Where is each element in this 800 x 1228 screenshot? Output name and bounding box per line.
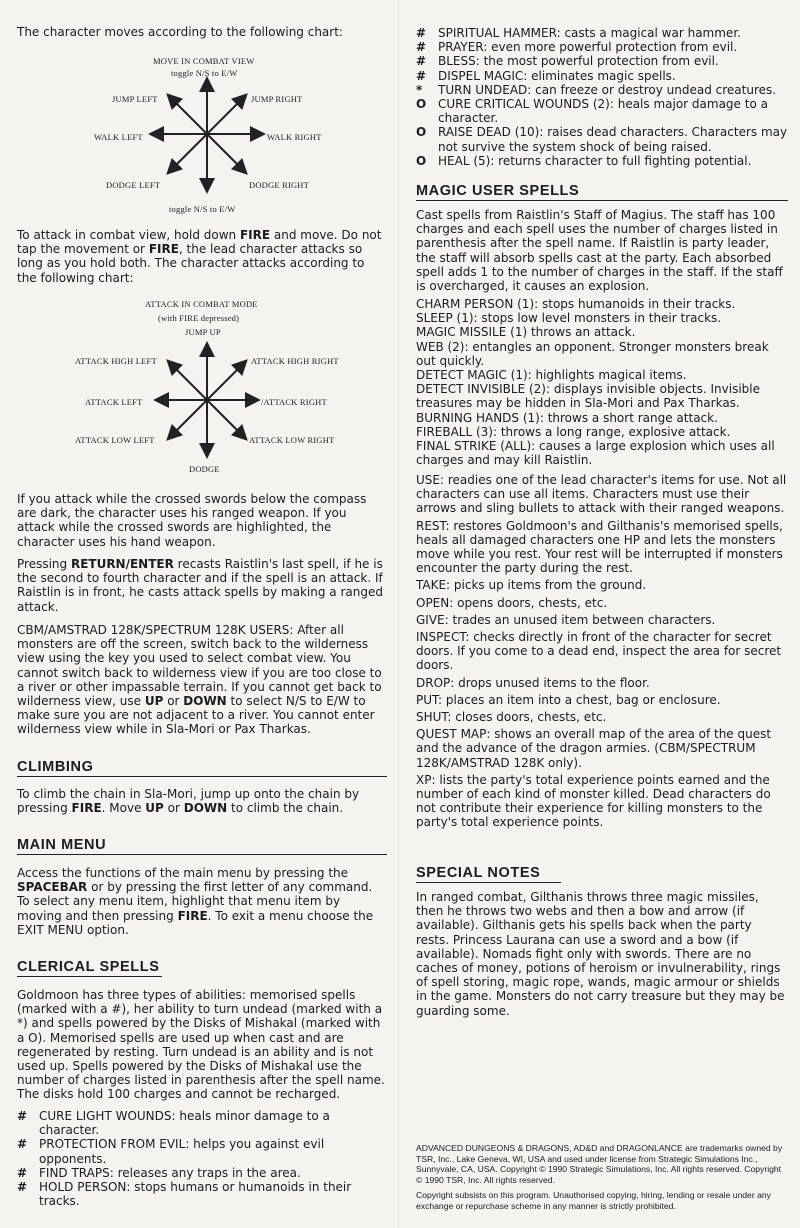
move-label-top: MOVE IN COMBAT VIEW: [153, 56, 255, 66]
main-menu-text: Access the functions of the main menu by pressing the SPACEBAR or by pressing the first letter of any command. To select any menu item, highlight that menu item by moving and then pressing FIRE. To exit a menu choose the EXIT MENU option.: [17, 866, 374, 937]
attack-label-high-right: ATTACK HIGH RIGHT: [251, 356, 339, 366]
magic-list: [416, 297, 788, 467]
attack-intro: To attack in combat view, hold down FIRE and move. Do not tap the movement or FIRE, the lead character attacks so long as you hold both. The character attacks according to the following chart:: [17, 228, 382, 285]
movement-intro: The character moves according to the following chart:: [17, 25, 343, 39]
list-item: WEB (2): entangles an opponent. Stronger monsters break out quickly.: [416, 339, 769, 368]
attack-label-jump-up: JUMP UP: [185, 327, 221, 337]
list-item: DROP: drops unused items to the floor.: [416, 675, 650, 690]
attack-label-right: /ATTACK RIGHT: [261, 397, 327, 407]
list-item: INSPECT: checks directly in front of the character for secret doors. If you come to a dead end, inspect the area for secret doors.: [416, 630, 782, 673]
legal-copyright: Copyright subsists on this program. Unauthorised copying, hiring, lending or resale under any exchange or repurchase scheme in any manner is strictly prohibited.: [416, 1190, 771, 1211]
list-item: O HEAL (5): returns character to full fighting potential.: [416, 153, 752, 168]
heading-special-notes: SPECIAL NOTES: [416, 866, 561, 883]
heading-magic-user-spells: MAGIC USER SPELLS: [416, 184, 788, 201]
list-item: * TURN UNDEAD: can freeze or destroy undead creatures.: [416, 82, 777, 97]
list-item: # CURE LIGHT WOUNDS: heals minor damage to a character.: [17, 1109, 330, 1138]
movement-chart: [57, 50, 357, 218]
move-label-toggle: toggle N/S to E/W: [171, 68, 238, 78]
list-item: # FIND TRAPS: releases any traps in the area.: [17, 1165, 301, 1180]
list-item: PUT: places an item into a chest, bag or enclosure.: [416, 692, 721, 707]
clerical-list-left: [17, 1109, 387, 1208]
list-item: XP: lists the party's total experience points earned and the number of each kind of monster killed. Dead characters do not contribute their experience for killing monsters to the party's total experience points.: [416, 772, 771, 830]
list-item: DETECT MAGIC (1): highlights magical items.: [416, 368, 687, 383]
list-item: # BLESS: the most powerful protection from evil.: [416, 54, 719, 69]
cbm-users-text: CBM/AMSTRAD 128K/SPECTRUM 128K USERS: After all monsters are off the screen, switch back to the wilderness view using the key you used to select combat view. You cannot switch back to wilderness view if you are too close to a river or other impassable terrain. If you cannot get back to wilderness view, use UP or DOWN to select N/S to E/W to make sure you are not adjacent to a river. You cannot enter wilderness view while in Sla-Mori or Pax Tharkas.: [17, 623, 382, 737]
list-item: FINAL STRIKE (ALL): causes a large explosion which uses all charges and may kill Raistlin.: [416, 439, 775, 468]
list-item: # SPIRITUAL HAMMER: casts a magical war hammer.: [416, 26, 741, 40]
list-item: SLEEP (1): stops low level monsters in their tracks.: [416, 311, 722, 326]
list-item: O CURE CRITICAL WOUNDS (2): heals major damage to a character.: [416, 97, 768, 126]
attack-label-dodge: DODGE: [189, 464, 220, 474]
list-item: BURNING HANDS (1): throws a short range attack.: [416, 410, 718, 425]
page-fold: [398, 0, 399, 1228]
heading-clerical-spells: CLERICAL SPELLS: [17, 960, 162, 977]
crossed-swords-text: If you attack while the crossed swords below the compass are dark, the character uses his ranged weapon. If you attack while the crossed swords are highlighted, the character uses his hand weapon.: [17, 492, 367, 549]
list-item: REST: restores Goldmoon's and Gilthanis's memorised spells, heals all damaged characters one HP and lets the monsters move while you rest. Your rest will be interrupted if monsters encounter the party during the rest.: [416, 518, 783, 576]
climbing-text: To climb the chain in Sla-Mori, jump up onto the chain by pressing FIRE. Move UP or DOWN to climb the chain.: [17, 787, 360, 816]
move-label-jump-left: JUMP LEFT: [112, 94, 158, 104]
list-item: CHARM PERSON (1): stops humanoids in their tracks.: [416, 297, 736, 311]
list-item: OPEN: opens doors, chests, etc.: [416, 595, 608, 610]
move-label-jump-right: JUMP RIGHT: [251, 94, 303, 104]
legal-trademark: ADVANCED DUNGEONS & DRAGONS, AD&D and DRAGONLANCE are trademarks owned by TSR, Inc., Lake Geneva, WI, USA and used under license from Strategic Simulations Inc., Sunnyvale, CA, USA. Copyright © 1990 Strategic Simulations, Inc. All rights reserved. Copyright © 1990 TSR, Inc. All rights reserved.: [416, 1143, 783, 1185]
heading-main-menu: MAIN MENU: [17, 838, 387, 855]
attack-label-low-left: ATTACK LOW LEFT: [75, 435, 155, 445]
attack-label-low-right: ATTACK LOW RIGHT: [249, 435, 335, 445]
list-item: # HOLD PERSON: stops humans or humanoids in their tracks.: [17, 1180, 352, 1209]
clerical-intro: Goldmoon has three types of abilities: memorised spells (marked with a #), her ability to turn undead (marked with a *) and spells powered by the Disks of Mishakal (marked with a O). Memorised spells are used up when cast and are regenerated by resting. Turn undead is an ability and is not used up. Spells powered by the Disks of Mishakal use the number of charges listed in parenthesis after the spell name. The disks hold 100 charges and cannot be recharged.: [17, 988, 385, 1102]
list-item: # DISPEL MAGIC: eliminates magic spells.: [416, 68, 676, 83]
move-label-dodge-right: DODGE RIGHT: [249, 180, 310, 190]
move-label-toggle-bottom: toggle N/S to E/W: [169, 204, 236, 214]
move-label-walk-right: WALK RIGHT: [267, 132, 322, 142]
heading-climbing: CLIMBING: [17, 760, 387, 777]
list-item: MAGIC MISSILE (1) throws an attack.: [416, 325, 636, 340]
attack-label-fire: (with FIRE depressed): [158, 313, 240, 323]
list-item: FIREBALL (3): throws a long range, explosive attack.: [416, 424, 731, 439]
list-item: O RAISE DEAD (10): raises dead characters. Characters may not survive the system shock of being raised.: [416, 125, 788, 154]
recast-text: Pressing RETURN/ENTER recasts Raistlin's last spell, if he is the second to fourth character and if the spell is an attack. If Raistlin is in front, he casts attack spells by making a ranged attack.: [17, 557, 383, 614]
magic-intro: Cast spells from Raistlin's Staff of Magius. The staff has 100 charges and each spell uses the number of charges listed in parenthesis after the spell name. If Raistlin is party leader, the staff will absorb spells cast at the party. Each absorbed spell adds 1 to the number of charges in the staff. If the staff is overcharged, it causes an explosion.: [416, 208, 783, 294]
attack-label-high-left: ATTACK HIGH LEFT: [75, 356, 157, 366]
clerical-list-right: [416, 26, 788, 168]
list-item: USE: readies one of the lead character's items for use. Not all characters can use all items. Characters must use their arrows and sling bullets to attack with their ranged weapons.: [416, 473, 787, 516]
list-item: GIVE: trades an unused item between characters.: [416, 612, 716, 627]
list-item: DETECT INVISIBLE (2): displays invisible objects. Invisible treasures may be hidden in Sla-Mori and Pax Tharkas.: [416, 382, 760, 411]
list-item: # PROTECTION FROM EVIL: helps you against evil opponents.: [17, 1137, 325, 1166]
list-item: QUEST MAP: shows an overall map of the area of the quest and the advance of the dragon armies. (CBM/SPECTRUM 128K/AMSTRAD 128K only).: [416, 727, 772, 770]
list-item: # PRAYER: even more powerful protection from evil.: [416, 40, 738, 55]
attack-label-top: ATTACK IN COMBAT MODE: [145, 299, 258, 309]
special-notes-text: In ranged combat, Gilthanis throws three magic missiles, then he throws two webs and then a bow and arrow (if available). Gilthanis gets his spells back when the party rests. Princess Laurana can use a sword and a bow (if available). Nomads fight only with swords. There are no caches of money, potions of heroism or invulnerability, rings of spell storing, magic rope, wands, magic armour or shields in the game. Monsters do not carry treasure but they may be guarding some.: [416, 890, 785, 1018]
command-list: [416, 473, 788, 830]
list-item: SHUT: closes doors, chests, etc.: [416, 710, 607, 725]
list-item: TAKE: picks up items from the ground.: [416, 578, 647, 593]
move-label-walk-left: WALK LEFT: [94, 132, 143, 142]
move-label-dodge-left: DODGE LEFT: [106, 180, 161, 190]
attack-label-left: ATTACK LEFT: [85, 397, 143, 407]
attack-chart: [57, 295, 357, 475]
